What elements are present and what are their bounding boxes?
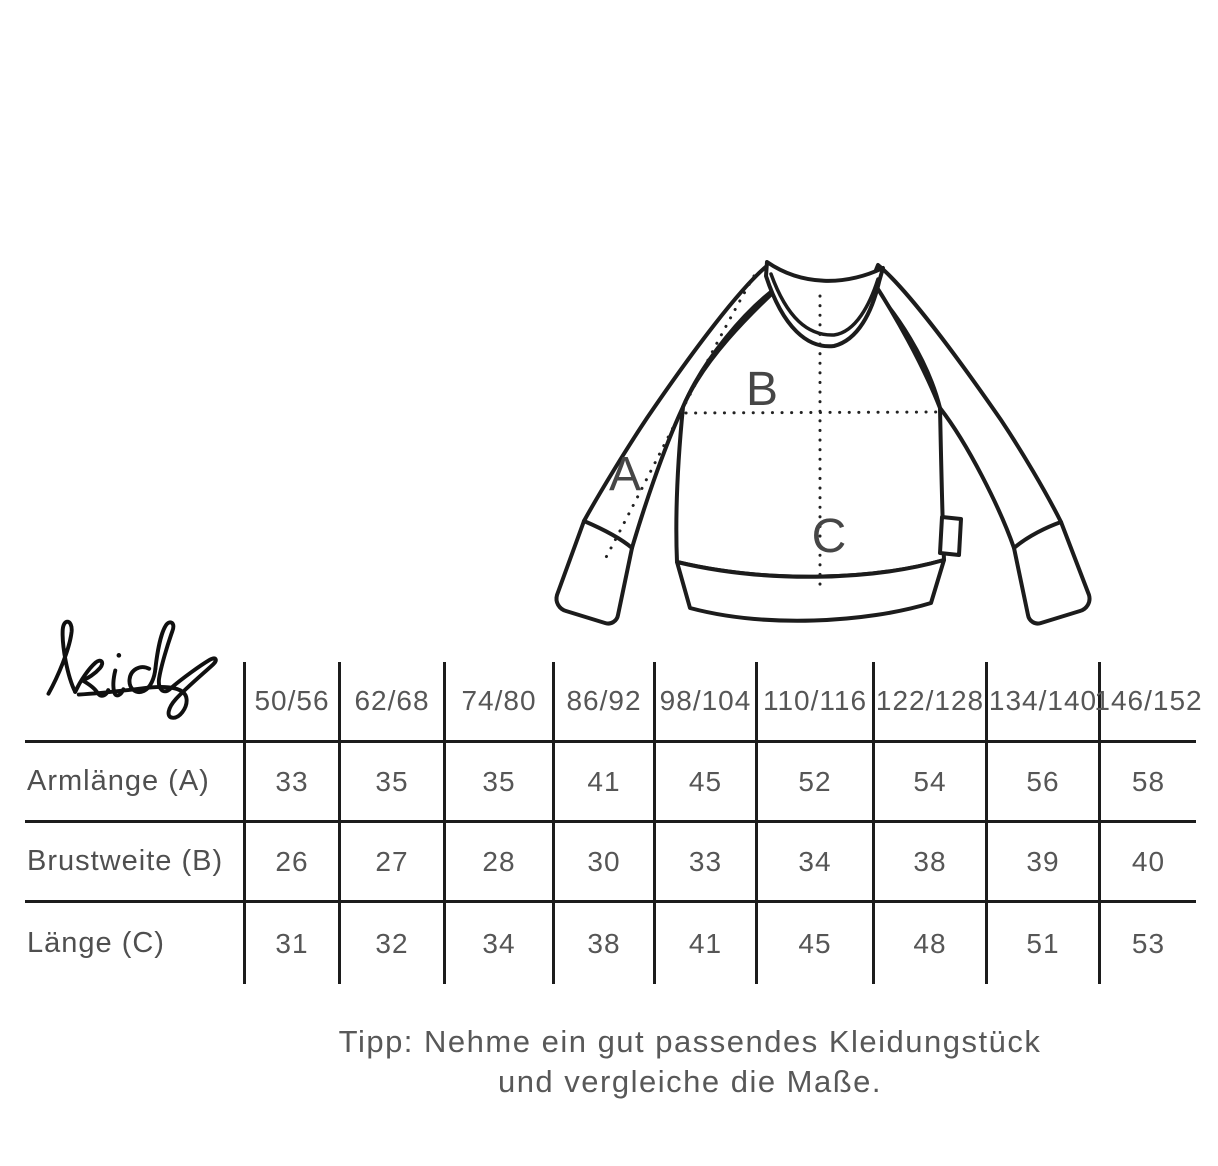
size-value: 38 <box>872 820 985 900</box>
size-col-header: 62/68 <box>338 662 443 740</box>
size-value: 45 <box>653 740 755 820</box>
row-label: Armlänge (A) <box>25 740 243 820</box>
size-value: 58 <box>1098 740 1196 820</box>
measurement-letter-c: C <box>811 510 847 563</box>
measurement-letter-a: A <box>608 448 642 501</box>
size-value: 52 <box>755 740 872 820</box>
size-value: 32 <box>338 900 443 984</box>
sweatshirt-diagram <box>540 240 1100 640</box>
size-value: 31 <box>243 900 338 984</box>
size-value: 51 <box>985 900 1098 984</box>
size-value: 39 <box>985 820 1098 900</box>
size-value: 40 <box>1098 820 1196 900</box>
size-col-header: 98/104 <box>653 662 755 740</box>
size-value: 45 <box>755 900 872 984</box>
size-value: 27 <box>338 820 443 900</box>
size-value: 53 <box>1098 900 1196 984</box>
tip-line-2: und vergleiche die Maße. <box>497 1064 883 1099</box>
measurement-letter-b: B <box>745 363 779 416</box>
size-value: 33 <box>653 820 755 900</box>
size-col-header: 74/80 <box>443 662 552 740</box>
size-value: 26 <box>243 820 338 900</box>
size-value: 34 <box>755 820 872 900</box>
size-value: 28 <box>443 820 552 900</box>
tip-line-1: Tipp: Nehme ein gut passendes Kleidungstück <box>338 1024 1042 1059</box>
size-col-header: 86/92 <box>552 662 653 740</box>
row-label: Brustweite (B) <box>25 820 243 900</box>
size-value: 41 <box>552 740 653 820</box>
size-col-header: 110/116 <box>755 662 872 740</box>
size-value: 48 <box>872 900 985 984</box>
size-value: 35 <box>443 740 552 820</box>
size-value: 38 <box>552 900 653 984</box>
size-col-header: 50/56 <box>243 662 338 740</box>
size-value: 41 <box>653 900 755 984</box>
row-label: Länge (C) <box>25 900 243 984</box>
size-value: 34 <box>443 900 552 984</box>
size-value: 35 <box>338 740 443 820</box>
size-table <box>25 662 1203 984</box>
size-value: 30 <box>552 820 653 900</box>
size-col-header: 146/152 <box>1098 662 1196 740</box>
right-cuff <box>1014 522 1090 624</box>
size-value: 56 <box>985 740 1098 820</box>
tip-text <box>170 1022 1210 1102</box>
size-value: 54 <box>872 740 985 820</box>
side-tag <box>940 517 961 555</box>
size-col-header: 134/140 <box>985 662 1098 740</box>
size-col-header: 122/128 <box>872 662 985 740</box>
brand-cell <box>25 662 243 740</box>
size-value: 33 <box>243 740 338 820</box>
